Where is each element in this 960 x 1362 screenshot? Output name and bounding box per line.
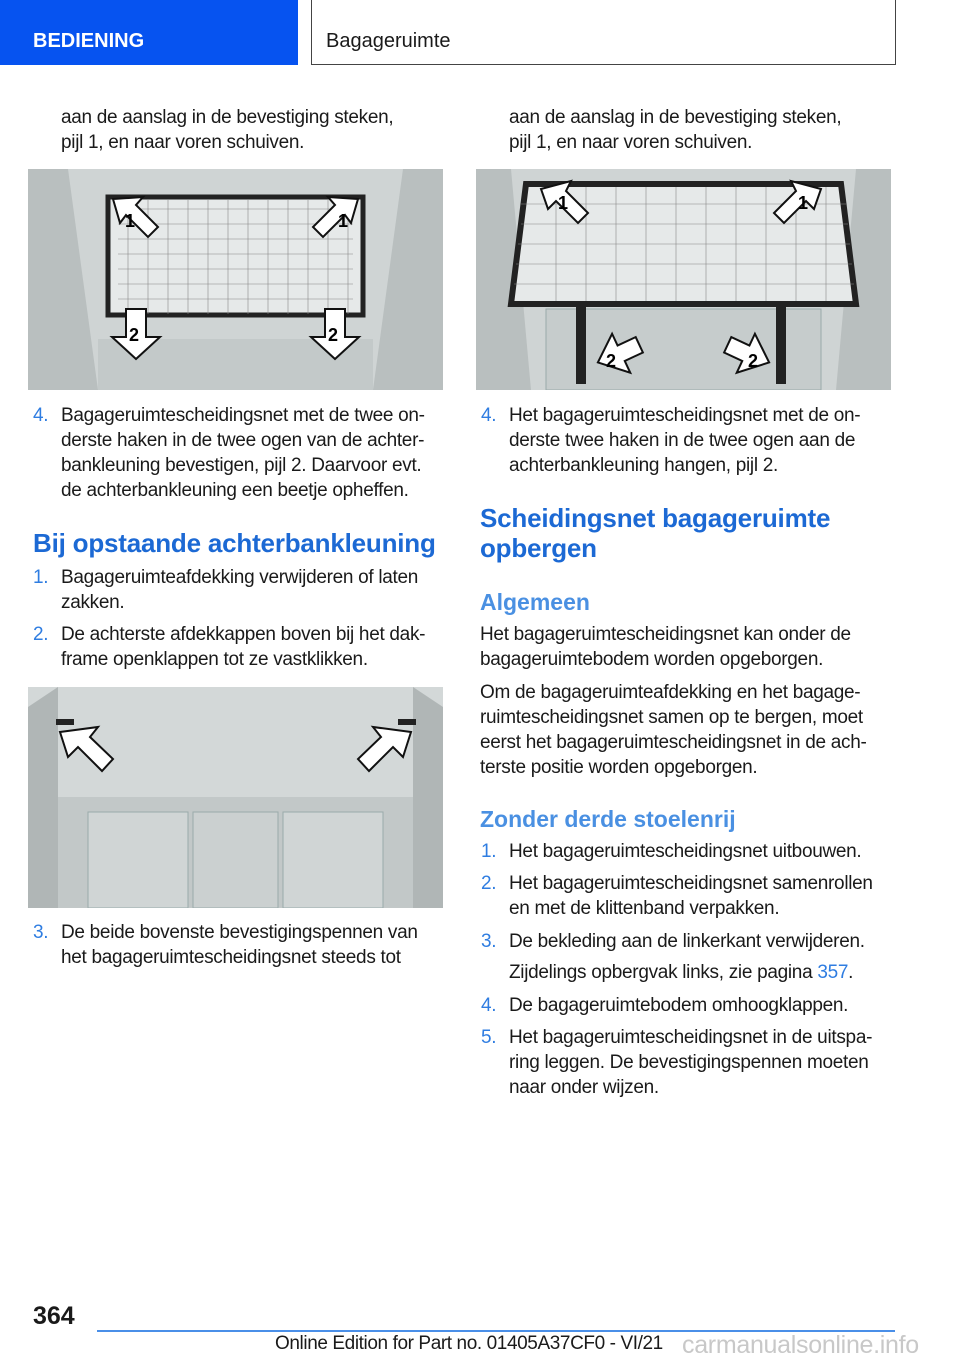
figure-net-installed-low	[28, 169, 443, 390]
page-link[interactable]: 357	[817, 962, 849, 983]
text-line: Het bagageruimtescheidingsnet samenrollen	[509, 873, 873, 894]
paragraph	[480, 680, 867, 780]
list-number: 2.	[481, 873, 497, 894]
text-line: derste haken in de twee ogen van de achter-	[61, 430, 425, 451]
heading-store-net	[480, 503, 830, 563]
list-item	[481, 1025, 873, 1100]
subheading-no-third-row: Zonder derde stoelenrij	[480, 806, 736, 832]
list-number: 2.	[33, 624, 49, 645]
list-item	[481, 993, 849, 1018]
arrow-label: 2	[606, 351, 617, 371]
edition-info: Online Edition for Part no. 01405A37CF0 - VI/21	[275, 1333, 663, 1354]
right-intro	[509, 105, 841, 155]
list-number: 1.	[33, 567, 49, 588]
text-line: Het bagageruimtescheidingsnet met de on-	[509, 405, 861, 426]
text-line: Bagageruimteafdekking verwijderen of laten	[61, 567, 419, 588]
arrow-label: 1	[798, 193, 809, 213]
text-line: frame openklappen tot ze vastklikken.	[61, 649, 368, 670]
heading-upright-backrest: Bij opstaande achterbankleuning	[33, 528, 436, 558]
list-item	[481, 871, 873, 921]
list-item	[33, 920, 418, 970]
list-number: 4.	[481, 995, 497, 1016]
arrow-label: 2	[129, 325, 140, 345]
figure-net-installed-high	[476, 169, 891, 390]
list-item	[481, 839, 862, 864]
text-line: de achterbankleuning een beetje opheffen.	[61, 480, 409, 501]
page-number: 364	[33, 1302, 75, 1330]
text-line: derste twee haken in de twee ogen aan de	[509, 430, 856, 451]
text-line: Om de bagageruimteafdekking en het bagage-	[480, 682, 861, 703]
text-line: aan de aanslag in de bevestiging steken,	[61, 107, 394, 128]
arrow-label: 2	[328, 325, 339, 345]
text-line: De achterste afdekkappen boven bij het dak-	[61, 624, 426, 645]
section-tab: BEDIENING	[0, 0, 298, 65]
punctuation: .	[848, 962, 854, 983]
arrow-label: 2	[748, 351, 759, 371]
list-item	[481, 403, 861, 478]
text-line: pijl 1, en naar voren schuiven.	[509, 132, 753, 153]
text-line: bankleuning bevestigen, pijl 2. Daarvoor evt.	[61, 455, 422, 476]
text-line: achterbankleuning hangen, pijl 2.	[509, 455, 778, 476]
list-number: 4.	[33, 405, 49, 426]
text-line: ruimtescheidingsnet samen op te bergen, moet	[480, 707, 863, 728]
left-intro	[61, 105, 393, 155]
cross-reference-note	[509, 960, 853, 985]
text-line: Het bagageruimtescheidingsnet kan onder de	[480, 624, 851, 645]
note-text: Zijdelings opbergvak links, zie pagina	[509, 962, 818, 983]
text-line: zakken.	[61, 592, 125, 613]
list-number: 1.	[481, 841, 497, 862]
arrow-label: 1	[558, 193, 569, 213]
list-item	[33, 622, 426, 672]
text-line: aan de aanslag in de bevestiging steken,	[509, 107, 842, 128]
figure-cover-caps	[28, 687, 443, 908]
text-line: Het bagageruimtescheidingsnet uitbouwen.	[509, 841, 862, 862]
list-number: 3.	[33, 922, 49, 943]
text-line: bagageruimtebodem worden opgeborgen.	[480, 649, 824, 670]
watermark: carmanualsonline.info	[682, 1331, 919, 1359]
text-line: naar onder wijzen.	[509, 1077, 659, 1098]
subheading-general: Algemeen	[480, 589, 590, 615]
text-line: eerst het bagageruimtescheidingsnet in de ach-	[480, 732, 867, 753]
list-number: 5.	[481, 1027, 497, 1048]
list-number: 3.	[481, 931, 497, 952]
text-line: De bekleding aan de linkerkant verwijderen.	[509, 931, 865, 952]
text-line: en met de klittenband verpakken.	[509, 898, 780, 919]
list-item	[33, 403, 425, 503]
text-line: De beide bovenste bevestigingspennen van	[61, 922, 418, 943]
heading-line: opbergen	[480, 533, 597, 563]
paragraph	[480, 622, 851, 672]
text-line: De bagageruimtebodem omhoogklappen.	[509, 995, 849, 1016]
text-line: pijl 1, en naar voren schuiven.	[61, 132, 305, 153]
chapter-title: Bagageruimte	[311, 0, 896, 65]
text-line: het bagageruimtescheidingsnet steeds tot	[61, 947, 401, 968]
arrow-label: 1	[125, 211, 136, 231]
text-line: Bagageruimtescheidingsnet met de twee on-	[61, 405, 425, 426]
list-item	[33, 565, 419, 615]
list-number: 4.	[481, 405, 497, 426]
text-line: Het bagageruimtescheidingsnet in de uitspa-	[509, 1027, 873, 1048]
text-line: ring leggen. De bevestigingspennen moeten	[509, 1052, 869, 1073]
arrow-label: 1	[338, 211, 349, 231]
heading-line: Scheidingsnet bagageruimte	[480, 503, 831, 533]
text-line: terste positie worden opgeborgen.	[480, 757, 758, 778]
list-item	[481, 929, 865, 954]
